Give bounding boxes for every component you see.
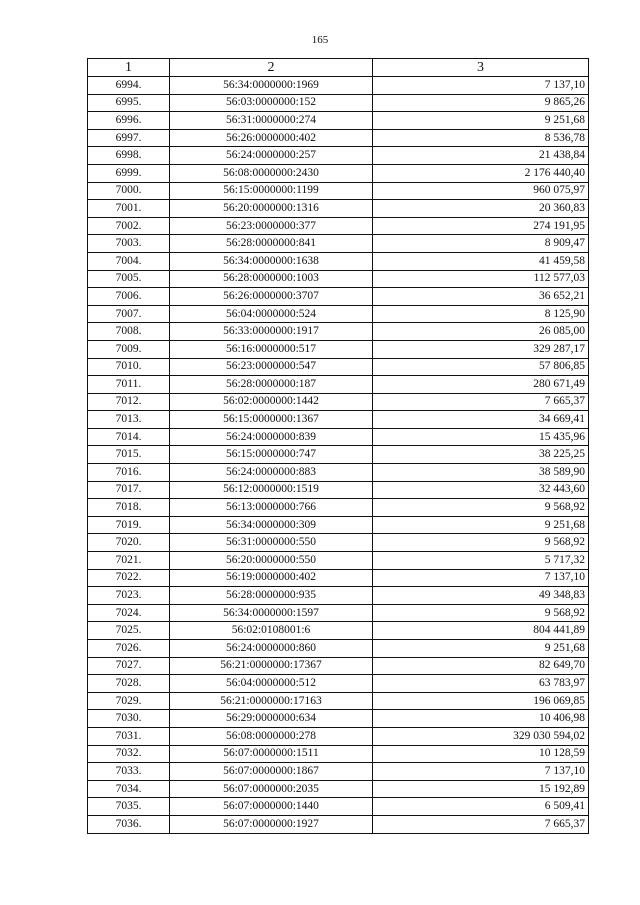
registry-table — [87, 58, 589, 834]
table-row — [88, 745, 589, 763]
row-number-cell: 6996. — [88, 112, 170, 130]
table-row — [88, 77, 589, 95]
row-number-cell: 7013. — [88, 411, 170, 429]
row-number-cell: 6994. — [88, 77, 170, 95]
row-number-cell: 7034. — [88, 780, 170, 798]
value-cell: 34 669,41 — [373, 411, 589, 429]
row-number-cell: 6999. — [88, 164, 170, 182]
row-number-cell: 7033. — [88, 763, 170, 781]
row-number-cell: 7031. — [88, 727, 170, 745]
cadastral-number-cell: 56:21:0000000:17163 — [170, 692, 373, 710]
table-row — [88, 446, 589, 464]
cadastral-number-cell: 56:15:0000000:747 — [170, 446, 373, 464]
cadastral-number-cell: 56:34:0000000:1969 — [170, 77, 373, 95]
cadastral-number-cell: 56:20:0000000:1316 — [170, 200, 373, 218]
row-number-cell: 7007. — [88, 305, 170, 323]
row-number-cell: 7019. — [88, 516, 170, 534]
row-number-cell: 7021. — [88, 552, 170, 570]
cadastral-number-cell: 56:26:0000000:3707 — [170, 288, 373, 306]
row-number-cell: 7028. — [88, 675, 170, 693]
table-row — [88, 727, 589, 745]
column-header-1: 1 — [88, 59, 170, 77]
table-row — [88, 129, 589, 147]
row-number-cell: 6995. — [88, 94, 170, 112]
cadastral-number-cell: 56:24:0000000:883 — [170, 464, 373, 482]
value-cell: 41 459,58 — [373, 252, 589, 270]
value-cell: 20 360,83 — [373, 200, 589, 218]
table-row — [88, 499, 589, 517]
row-number-cell: 7017. — [88, 481, 170, 499]
value-cell: 9 251,68 — [373, 640, 589, 658]
value-cell: 8 125,90 — [373, 305, 589, 323]
table-row — [88, 393, 589, 411]
value-cell: 960 075,97 — [373, 182, 589, 200]
row-number-cell: 7008. — [88, 323, 170, 341]
cadastral-number-cell: 56:03:0000000:152 — [170, 94, 373, 112]
cadastral-number-cell: 56:04:0000000:524 — [170, 305, 373, 323]
value-cell: 38 589,90 — [373, 464, 589, 482]
value-cell: 9 865,26 — [373, 94, 589, 112]
row-number-cell: 7015. — [88, 446, 170, 464]
cadastral-number-cell: 56:15:0000000:1199 — [170, 182, 373, 200]
table-row — [88, 288, 589, 306]
value-cell: 2 176 440,40 — [373, 164, 589, 182]
value-cell: 49 348,83 — [373, 587, 589, 605]
value-cell: 38 225,25 — [373, 446, 589, 464]
value-cell: 5 717,32 — [373, 552, 589, 570]
value-cell: 8 536,78 — [373, 129, 589, 147]
table-row — [88, 428, 589, 446]
table-header-row — [88, 59, 589, 77]
row-number-cell: 7000. — [88, 182, 170, 200]
table-row — [88, 481, 589, 499]
value-cell: 21 438,84 — [373, 147, 589, 165]
value-cell: 329 287,17 — [373, 340, 589, 358]
table-row — [88, 710, 589, 728]
cadastral-number-cell: 56:28:0000000:1003 — [170, 270, 373, 288]
row-number-cell: 7014. — [88, 428, 170, 446]
table-row — [88, 182, 589, 200]
row-number-cell: 7010. — [88, 358, 170, 376]
column-header-3: 3 — [373, 59, 589, 77]
cadastral-number-cell: 56:07:0000000:1867 — [170, 763, 373, 781]
cadastral-number-cell: 56:16:0000000:517 — [170, 340, 373, 358]
table-row — [88, 640, 589, 658]
table-row — [88, 622, 589, 640]
row-number-cell: 7003. — [88, 235, 170, 253]
cadastral-number-cell: 56:24:0000000:839 — [170, 428, 373, 446]
value-cell: 7 137,10 — [373, 763, 589, 781]
table-row — [88, 323, 589, 341]
cadastral-number-cell: 56:02:0000000:1442 — [170, 393, 373, 411]
table-row — [88, 164, 589, 182]
cadastral-number-cell: 56:02:0108001:6 — [170, 622, 373, 640]
cadastral-number-cell: 56:28:0000000:841 — [170, 235, 373, 253]
table-row — [88, 815, 589, 833]
row-number-cell: 6998. — [88, 147, 170, 165]
row-number-cell: 7006. — [88, 288, 170, 306]
value-cell: 9 568,92 — [373, 604, 589, 622]
cadastral-number-cell: 56:28:0000000:935 — [170, 587, 373, 605]
value-cell: 9 251,68 — [373, 112, 589, 130]
cadastral-number-cell: 56:26:0000000:402 — [170, 129, 373, 147]
cadastral-number-cell: 56:20:0000000:550 — [170, 552, 373, 570]
cadastral-number-cell: 56:29:0000000:634 — [170, 710, 373, 728]
page-number: 165 — [311, 34, 329, 46]
cadastral-number-cell: 56:24:0000000:860 — [170, 640, 373, 658]
table-row — [88, 604, 589, 622]
value-cell: 196 069,85 — [373, 692, 589, 710]
row-number-cell: 7016. — [88, 464, 170, 482]
value-cell: 329 030 594,02 — [373, 727, 589, 745]
table-row — [88, 376, 589, 394]
row-number-cell: 7026. — [88, 640, 170, 658]
cadastral-number-cell: 56:13:0000000:766 — [170, 499, 373, 517]
table-row — [88, 252, 589, 270]
value-cell: 15 192,89 — [373, 780, 589, 798]
value-cell: 15 435,96 — [373, 428, 589, 446]
cadastral-number-cell: 56:07:0000000:1440 — [170, 798, 373, 816]
table-row — [88, 798, 589, 816]
row-number-cell: 7004. — [88, 252, 170, 270]
table-row — [88, 200, 589, 218]
value-cell: 7 665,37 — [373, 393, 589, 411]
table-row — [88, 552, 589, 570]
cadastral-number-cell: 56:31:0000000:550 — [170, 534, 373, 552]
cadastral-number-cell: 56:07:0000000:1927 — [170, 815, 373, 833]
cadastral-number-cell: 56:12:0000000:1519 — [170, 481, 373, 499]
value-cell: 82 649,70 — [373, 657, 589, 675]
row-number-cell: 7020. — [88, 534, 170, 552]
table-body — [88, 77, 589, 834]
row-number-cell: 7009. — [88, 340, 170, 358]
table-row — [88, 464, 589, 482]
value-cell: 63 783,97 — [373, 675, 589, 693]
value-cell: 280 671,49 — [373, 376, 589, 394]
row-number-cell: 7035. — [88, 798, 170, 816]
value-cell: 9 568,92 — [373, 499, 589, 517]
row-number-cell: 7002. — [88, 217, 170, 235]
table-row — [88, 147, 589, 165]
cadastral-number-cell: 56:19:0000000:402 — [170, 569, 373, 587]
row-number-cell: 7005. — [88, 270, 170, 288]
row-number-cell: 7025. — [88, 622, 170, 640]
value-cell: 10 128,59 — [373, 745, 589, 763]
table-row — [88, 305, 589, 323]
value-cell: 7 137,10 — [373, 77, 589, 95]
row-number-cell: 7032. — [88, 745, 170, 763]
row-number-cell: 7023. — [88, 587, 170, 605]
cadastral-number-cell: 56:04:0000000:512 — [170, 675, 373, 693]
cadastral-number-cell: 56:28:0000000:187 — [170, 376, 373, 394]
row-number-cell: 7011. — [88, 376, 170, 394]
value-cell: 7 665,37 — [373, 815, 589, 833]
row-number-cell: 7001. — [88, 200, 170, 218]
cadastral-number-cell: 56:23:0000000:547 — [170, 358, 373, 376]
table-row — [88, 534, 589, 552]
table-row — [88, 763, 589, 781]
table-row — [88, 235, 589, 253]
cadastral-number-cell: 56:34:0000000:309 — [170, 516, 373, 534]
cadastral-number-cell: 56:33:0000000:1917 — [170, 323, 373, 341]
table-row — [88, 94, 589, 112]
row-number-cell: 7012. — [88, 393, 170, 411]
row-number-cell: 6997. — [88, 129, 170, 147]
table-row — [88, 516, 589, 534]
cadastral-number-cell: 56:34:0000000:1638 — [170, 252, 373, 270]
value-cell: 804 441,89 — [373, 622, 589, 640]
table-row — [88, 340, 589, 358]
value-cell: 26 085,00 — [373, 323, 589, 341]
table-row — [88, 569, 589, 587]
value-cell: 10 406,98 — [373, 710, 589, 728]
column-header-2: 2 — [170, 59, 373, 77]
table-row — [88, 411, 589, 429]
value-cell: 8 909,47 — [373, 235, 589, 253]
table-row — [88, 112, 589, 130]
row-number-cell: 7029. — [88, 692, 170, 710]
value-cell: 6 509,41 — [373, 798, 589, 816]
row-number-cell: 7027. — [88, 657, 170, 675]
cadastral-number-cell: 56:07:0000000:2035 — [170, 780, 373, 798]
table-row — [88, 780, 589, 798]
table-row — [88, 358, 589, 376]
table-row — [88, 657, 589, 675]
cadastral-number-cell: 56:34:0000000:1597 — [170, 604, 373, 622]
value-cell: 9 251,68 — [373, 516, 589, 534]
cadastral-number-cell: 56:23:0000000:377 — [170, 217, 373, 235]
row-number-cell: 7018. — [88, 499, 170, 517]
table-row — [88, 587, 589, 605]
cadastral-number-cell: 56:07:0000000:1511 — [170, 745, 373, 763]
value-cell: 274 191,95 — [373, 217, 589, 235]
table-row — [88, 270, 589, 288]
value-cell: 9 568,92 — [373, 534, 589, 552]
table-row — [88, 217, 589, 235]
cadastral-number-cell: 56:31:0000000:274 — [170, 112, 373, 130]
value-cell: 32 443,60 — [373, 481, 589, 499]
value-cell: 36 652,21 — [373, 288, 589, 306]
row-number-cell: 7036. — [88, 815, 170, 833]
table-row — [88, 675, 589, 693]
value-cell: 112 577,03 — [373, 270, 589, 288]
cadastral-number-cell: 56:08:0000000:278 — [170, 727, 373, 745]
row-number-cell: 7024. — [88, 604, 170, 622]
cadastral-number-cell: 56:21:0000000:17367 — [170, 657, 373, 675]
cadastral-number-cell: 56:08:0000000:2430 — [170, 164, 373, 182]
row-number-cell: 7030. — [88, 710, 170, 728]
table-row — [88, 692, 589, 710]
value-cell: 57 806,85 — [373, 358, 589, 376]
cadastral-number-cell: 56:15:0000000:1367 — [170, 411, 373, 429]
row-number-cell: 7022. — [88, 569, 170, 587]
cadastral-number-cell: 56:24:0000000:257 — [170, 147, 373, 165]
value-cell: 7 137,10 — [373, 569, 589, 587]
